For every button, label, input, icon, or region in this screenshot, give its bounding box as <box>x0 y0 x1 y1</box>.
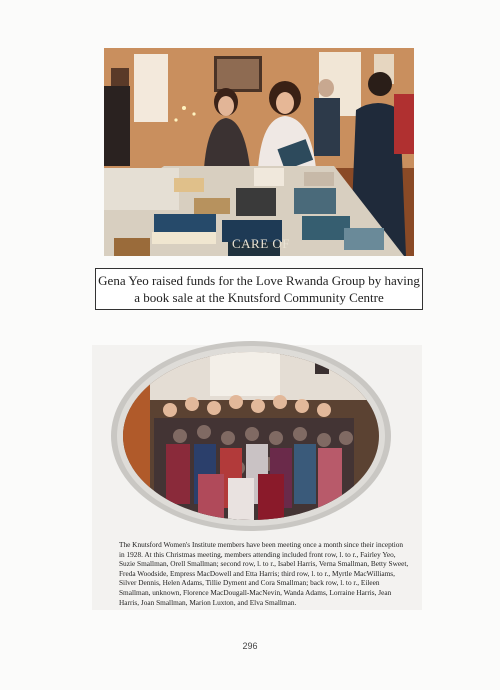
photo-caption <box>95 268 423 310</box>
book-sale-photo <box>104 48 414 256</box>
book-cover-text: CARE OF <box>232 236 291 251</box>
caption-line-1: Gena Yeo raised funds for the Love Rwanda Group by having <box>98 273 420 288</box>
institute-members-photo <box>110 340 392 532</box>
page-number: 296 <box>242 641 258 651</box>
caption-line-2: a book sale at the Knutsford Community Centre <box>134 290 384 305</box>
members-description: The Knutsford Women's Institute members have been meeting once a month since their inception in 1928. At this Christmas meeting, members attending included front row, l. to r., Fairley Yeo, Suzie Smallman, Orell Smallman; second row, l. to r., Isabel Harris, Verna Smallman, Betty Sweet, Freda Woodside, Empress MacDowell and Etta Harris; third row, l. to r., Myrtle MacWilliams, Silver Dennis, Helen Adams, Tillie Dyment and Cora Smallman; back row, l. to r., Eileen Smallman, unknown, Florence MacDougall-MacNevin, Wanda Adams, Lorraine Harris, Jean Harris, Joan Smallman, Marion Luxton, and Elva Smallman. <box>119 540 409 607</box>
